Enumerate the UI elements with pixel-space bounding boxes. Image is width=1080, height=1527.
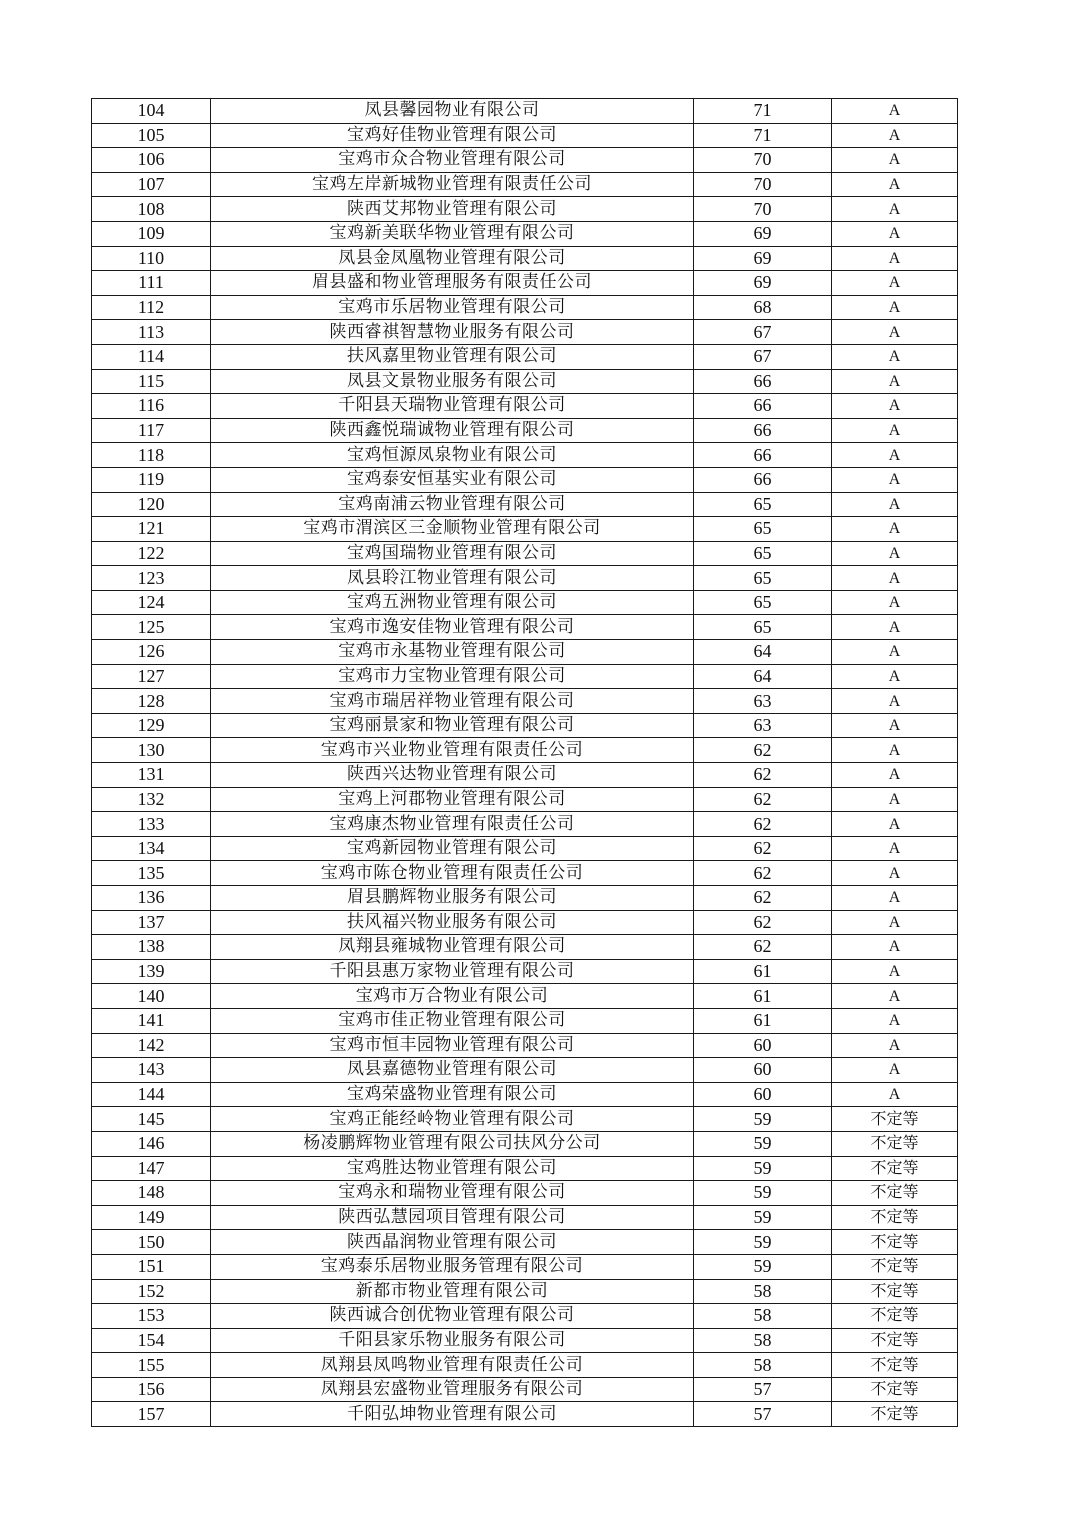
table-row <box>92 246 958 271</box>
rating-table-body <box>92 99 958 1427</box>
row-number: 130 <box>92 738 211 763</box>
row-number: 132 <box>92 787 211 812</box>
score-value: 71 <box>694 123 832 148</box>
grade-value: A <box>832 295 958 320</box>
company-name: 宝鸡市陈仓物业管理有限责任公司 <box>211 861 694 886</box>
grade-value: 不定等 <box>832 1304 958 1329</box>
table-row <box>92 99 958 124</box>
table-row <box>92 369 958 394</box>
row-number: 111 <box>92 271 211 296</box>
row-number: 157 <box>92 1402 211 1427</box>
table-row <box>92 664 958 689</box>
table-row <box>92 221 958 246</box>
table-row <box>92 713 958 738</box>
score-value: 61 <box>694 1008 832 1033</box>
table-row <box>92 615 958 640</box>
table-row <box>92 689 958 714</box>
score-value: 68 <box>694 295 832 320</box>
grade-value: A <box>832 984 958 1009</box>
grade-value: 不定等 <box>832 1131 958 1156</box>
score-value: 59 <box>694 1205 832 1230</box>
grade-value: A <box>832 443 958 468</box>
row-number: 134 <box>92 836 211 861</box>
table-row <box>92 344 958 369</box>
score-value: 62 <box>694 836 832 861</box>
grade-value: A <box>832 1058 958 1083</box>
table-row <box>92 1402 958 1427</box>
row-number: 128 <box>92 689 211 714</box>
row-number: 119 <box>92 467 211 492</box>
grade-value: A <box>832 246 958 271</box>
row-number: 105 <box>92 123 211 148</box>
row-number: 144 <box>92 1082 211 1107</box>
grade-value: 不定等 <box>832 1353 958 1378</box>
table-row <box>92 1205 958 1230</box>
grade-value: A <box>832 763 958 788</box>
company-name: 陕西艾邦物业管理有限公司 <box>211 197 694 222</box>
table-row <box>92 1279 958 1304</box>
grade-value: A <box>832 517 958 542</box>
company-name: 宝鸡市兴业物业管理有限责任公司 <box>211 738 694 763</box>
company-name: 宝鸡上河郡物业管理有限公司 <box>211 787 694 812</box>
company-name: 宝鸡正能经岭物业管理有限公司 <box>211 1107 694 1132</box>
table-row <box>92 836 958 861</box>
score-value: 58 <box>694 1353 832 1378</box>
score-value: 71 <box>694 99 832 124</box>
table-row <box>92 1377 958 1402</box>
row-number: 124 <box>92 590 211 615</box>
company-name: 凤县馨园物业有限公司 <box>211 99 694 124</box>
company-name: 凤县嘉德物业管理有限公司 <box>211 1058 694 1083</box>
row-number: 108 <box>92 197 211 222</box>
score-value: 69 <box>694 271 832 296</box>
company-name: 宝鸡泰安恒基实业有限公司 <box>211 467 694 492</box>
row-number: 123 <box>92 566 211 591</box>
score-value: 62 <box>694 787 832 812</box>
grade-value: A <box>832 886 958 911</box>
grade-value: A <box>832 467 958 492</box>
grade-value: A <box>832 344 958 369</box>
score-value: 65 <box>694 590 832 615</box>
table-row <box>92 959 958 984</box>
score-value: 62 <box>694 763 832 788</box>
table-row <box>92 910 958 935</box>
score-value: 62 <box>694 935 832 960</box>
table-row <box>92 1107 958 1132</box>
row-number: 110 <box>92 246 211 271</box>
table-row <box>92 812 958 837</box>
grade-value: 不定等 <box>832 1107 958 1132</box>
grade-value: A <box>832 566 958 591</box>
row-number: 140 <box>92 984 211 1009</box>
row-number: 141 <box>92 1008 211 1033</box>
score-value: 65 <box>694 615 832 640</box>
company-name: 凤县文景物业服务有限公司 <box>211 369 694 394</box>
company-name: 千阳县天瑞物业管理有限公司 <box>211 394 694 419</box>
company-name: 宝鸡南浦云物业管理有限公司 <box>211 492 694 517</box>
company-name: 宝鸡好佳物业管理有限公司 <box>211 123 694 148</box>
grade-value: A <box>832 221 958 246</box>
score-value: 58 <box>694 1328 832 1353</box>
company-name: 宝鸡五洲物业管理有限公司 <box>211 590 694 615</box>
row-number: 113 <box>92 320 211 345</box>
row-number: 152 <box>92 1279 211 1304</box>
row-number: 139 <box>92 959 211 984</box>
score-value: 63 <box>694 689 832 714</box>
company-name: 眉县鹏辉物业服务有限公司 <box>211 886 694 911</box>
score-value: 69 <box>694 246 832 271</box>
grade-value: 不定等 <box>832 1402 958 1427</box>
company-name: 宝鸡恒源凤泉物业有限公司 <box>211 443 694 468</box>
company-name: 陕西睿祺智慧物业服务有限公司 <box>211 320 694 345</box>
company-name: 宝鸡市万合物业有限公司 <box>211 984 694 1009</box>
table-row <box>92 1156 958 1181</box>
row-number: 156 <box>92 1377 211 1402</box>
grade-value: 不定等 <box>832 1279 958 1304</box>
row-number: 122 <box>92 541 211 566</box>
row-number: 138 <box>92 935 211 960</box>
score-value: 61 <box>694 984 832 1009</box>
grade-value: A <box>832 738 958 763</box>
table-row <box>92 984 958 1009</box>
company-name: 宝鸡市永基物业管理有限公司 <box>211 640 694 665</box>
row-number: 146 <box>92 1131 211 1156</box>
table-row <box>92 886 958 911</box>
row-number: 147 <box>92 1156 211 1181</box>
row-number: 121 <box>92 517 211 542</box>
company-name: 扶风福兴物业服务有限公司 <box>211 910 694 935</box>
score-value: 66 <box>694 369 832 394</box>
company-name: 宝鸡市逸安佳物业管理有限公司 <box>211 615 694 640</box>
grade-value: A <box>832 271 958 296</box>
table-row <box>92 861 958 886</box>
score-value: 59 <box>694 1107 832 1132</box>
company-name: 陕西弘慧园项目管理有限公司 <box>211 1205 694 1230</box>
row-number: 117 <box>92 418 211 443</box>
table-row <box>92 394 958 419</box>
table-row <box>92 1058 958 1083</box>
row-number: 143 <box>92 1058 211 1083</box>
company-name: 杨凌鹏辉物业管理有限公司扶风分公司 <box>211 1131 694 1156</box>
score-value: 70 <box>694 172 832 197</box>
score-value: 64 <box>694 664 832 689</box>
table-row <box>92 1033 958 1058</box>
row-number: 136 <box>92 886 211 911</box>
company-name: 千阳县惠万家物业管理有限公司 <box>211 959 694 984</box>
grade-value: A <box>832 615 958 640</box>
table-row <box>92 935 958 960</box>
table-row <box>92 1082 958 1107</box>
company-name: 宝鸡市众合物业管理有限公司 <box>211 148 694 173</box>
company-name: 宝鸡丽景家和物业管理有限公司 <box>211 713 694 738</box>
grade-value: A <box>832 492 958 517</box>
table-row <box>92 517 958 542</box>
score-value: 62 <box>694 812 832 837</box>
row-number: 135 <box>92 861 211 886</box>
grade-value: A <box>832 787 958 812</box>
grade-value: A <box>832 123 958 148</box>
grade-value: A <box>832 1033 958 1058</box>
company-name: 千阳县家乐物业服务有限公司 <box>211 1328 694 1353</box>
table-row <box>92 123 958 148</box>
grade-value: A <box>832 418 958 443</box>
table-row <box>92 295 958 320</box>
company-name: 陕西诚合创优物业管理有限公司 <box>211 1304 694 1329</box>
company-name: 凤县金凤凰物业管理有限公司 <box>211 246 694 271</box>
score-value: 62 <box>694 861 832 886</box>
grade-value: A <box>832 689 958 714</box>
table-row <box>92 763 958 788</box>
table-row <box>92 418 958 443</box>
grade-value: A <box>832 99 958 124</box>
score-value: 66 <box>694 467 832 492</box>
score-value: 62 <box>694 910 832 935</box>
table-row <box>92 541 958 566</box>
grade-value: A <box>832 861 958 886</box>
grade-value: 不定等 <box>832 1205 958 1230</box>
company-name: 新都市物业管理有限公司 <box>211 1279 694 1304</box>
row-number: 150 <box>92 1230 211 1255</box>
row-number: 137 <box>92 910 211 935</box>
grade-value: A <box>832 959 958 984</box>
score-value: 63 <box>694 713 832 738</box>
grade-value: A <box>832 541 958 566</box>
score-value: 66 <box>694 418 832 443</box>
rating-table-sheet <box>91 98 957 1427</box>
table-row <box>92 738 958 763</box>
row-number: 106 <box>92 148 211 173</box>
row-number: 107 <box>92 172 211 197</box>
table-row <box>92 1254 958 1279</box>
table-row <box>92 566 958 591</box>
company-name: 陕西鑫悦瑞诚物业管理有限公司 <box>211 418 694 443</box>
grade-value: 不定等 <box>832 1230 958 1255</box>
table-row <box>92 467 958 492</box>
score-value: 59 <box>694 1131 832 1156</box>
row-number: 129 <box>92 713 211 738</box>
company-name: 宝鸡左岸新城物业管理有限责任公司 <box>211 172 694 197</box>
score-value: 59 <box>694 1181 832 1206</box>
table-row <box>92 787 958 812</box>
grade-value: A <box>832 836 958 861</box>
company-name: 宝鸡康杰物业管理有限责任公司 <box>211 812 694 837</box>
score-value: 60 <box>694 1033 832 1058</box>
score-value: 62 <box>694 738 832 763</box>
score-value: 70 <box>694 197 832 222</box>
company-name: 凤翔县宏盛物业管理服务有限公司 <box>211 1377 694 1402</box>
score-value: 62 <box>694 886 832 911</box>
grade-value: A <box>832 369 958 394</box>
grade-value: 不定等 <box>832 1181 958 1206</box>
row-number: 153 <box>92 1304 211 1329</box>
row-number: 145 <box>92 1107 211 1132</box>
row-number: 151 <box>92 1254 211 1279</box>
table-row <box>92 492 958 517</box>
table-row <box>92 271 958 296</box>
row-number: 118 <box>92 443 211 468</box>
company-name: 陕西晶润物业管理有限公司 <box>211 1230 694 1255</box>
grade-value: A <box>832 1008 958 1033</box>
grade-value: A <box>832 910 958 935</box>
company-name: 宝鸡市渭滨区三金顺物业管理有限公司 <box>211 517 694 542</box>
table-row <box>92 640 958 665</box>
row-number: 155 <box>92 1353 211 1378</box>
score-value: 57 <box>694 1402 832 1427</box>
company-name: 宝鸡国瑞物业管理有限公司 <box>211 541 694 566</box>
table-row <box>92 172 958 197</box>
row-number: 120 <box>92 492 211 517</box>
score-value: 65 <box>694 517 832 542</box>
company-name: 宝鸡市瑞居祥物业管理有限公司 <box>211 689 694 714</box>
company-name: 宝鸡新美联华物业管理有限公司 <box>211 221 694 246</box>
company-name: 宝鸡泰乐居物业服务管理有限公司 <box>211 1254 694 1279</box>
row-number: 133 <box>92 812 211 837</box>
score-value: 59 <box>694 1254 832 1279</box>
grade-value: A <box>832 320 958 345</box>
table-row <box>92 1304 958 1329</box>
table-row <box>92 1230 958 1255</box>
score-value: 60 <box>694 1082 832 1107</box>
grade-value: A <box>832 664 958 689</box>
grade-value: A <box>832 935 958 960</box>
score-value: 67 <box>694 320 832 345</box>
grade-value: 不定等 <box>832 1377 958 1402</box>
score-value: 69 <box>694 221 832 246</box>
row-number: 116 <box>92 394 211 419</box>
table-row <box>92 1328 958 1353</box>
company-name: 宝鸡市乐居物业管理有限公司 <box>211 295 694 320</box>
grade-value: A <box>832 197 958 222</box>
grade-value: 不定等 <box>832 1156 958 1181</box>
score-value: 66 <box>694 394 832 419</box>
row-number: 126 <box>92 640 211 665</box>
score-value: 59 <box>694 1156 832 1181</box>
table-row <box>92 320 958 345</box>
row-number: 125 <box>92 615 211 640</box>
score-value: 65 <box>694 541 832 566</box>
score-value: 70 <box>694 148 832 173</box>
company-name: 千阳弘坤物业管理有限公司 <box>211 1402 694 1427</box>
row-number: 115 <box>92 369 211 394</box>
grade-value: A <box>832 1082 958 1107</box>
company-name: 宝鸡市恒丰园物业管理有限公司 <box>211 1033 694 1058</box>
company-name: 宝鸡胜达物业管理有限公司 <box>211 1156 694 1181</box>
score-value: 57 <box>694 1377 832 1402</box>
table-row <box>92 1353 958 1378</box>
grade-value: A <box>832 172 958 197</box>
grade-value: A <box>832 640 958 665</box>
company-name: 凤翔县凤鸣物业管理有限责任公司 <box>211 1353 694 1378</box>
score-value: 64 <box>694 640 832 665</box>
row-number: 154 <box>92 1328 211 1353</box>
score-value: 60 <box>694 1058 832 1083</box>
company-name: 凤翔县雍城物业管理有限公司 <box>211 935 694 960</box>
company-name: 眉县盛和物业管理服务有限责任公司 <box>211 271 694 296</box>
company-name: 扶风嘉里物业管理有限公司 <box>211 344 694 369</box>
rating-table <box>91 98 958 1427</box>
table-row <box>92 590 958 615</box>
grade-value: 不定等 <box>832 1328 958 1353</box>
row-number: 112 <box>92 295 211 320</box>
score-value: 59 <box>694 1230 832 1255</box>
company-name: 宝鸡荣盛物业管理有限公司 <box>211 1082 694 1107</box>
row-number: 109 <box>92 221 211 246</box>
company-name: 凤县聆江物业管理有限公司 <box>211 566 694 591</box>
table-row <box>92 1008 958 1033</box>
grade-value: A <box>832 394 958 419</box>
company-name: 宝鸡市力宝物业管理有限公司 <box>211 664 694 689</box>
grade-value: A <box>832 590 958 615</box>
company-name: 宝鸡新园物业管理有限公司 <box>211 836 694 861</box>
row-number: 148 <box>92 1181 211 1206</box>
table-row <box>92 1131 958 1156</box>
row-number: 131 <box>92 763 211 788</box>
score-value: 58 <box>694 1279 832 1304</box>
company-name: 宝鸡市佳正物业管理有限公司 <box>211 1008 694 1033</box>
grade-value: A <box>832 812 958 837</box>
table-row <box>92 197 958 222</box>
score-value: 66 <box>694 443 832 468</box>
score-value: 67 <box>694 344 832 369</box>
row-number: 149 <box>92 1205 211 1230</box>
table-row <box>92 443 958 468</box>
score-value: 65 <box>694 492 832 517</box>
company-name: 宝鸡永和瑞物业管理有限公司 <box>211 1181 694 1206</box>
row-number: 142 <box>92 1033 211 1058</box>
score-value: 61 <box>694 959 832 984</box>
grade-value: A <box>832 148 958 173</box>
table-row <box>92 148 958 173</box>
grade-value: A <box>832 713 958 738</box>
row-number: 114 <box>92 344 211 369</box>
score-value: 58 <box>694 1304 832 1329</box>
row-number: 127 <box>92 664 211 689</box>
company-name: 陕西兴达物业管理有限公司 <box>211 763 694 788</box>
grade-value: 不定等 <box>832 1254 958 1279</box>
table-row <box>92 1181 958 1206</box>
row-number: 104 <box>92 99 211 124</box>
score-value: 65 <box>694 566 832 591</box>
